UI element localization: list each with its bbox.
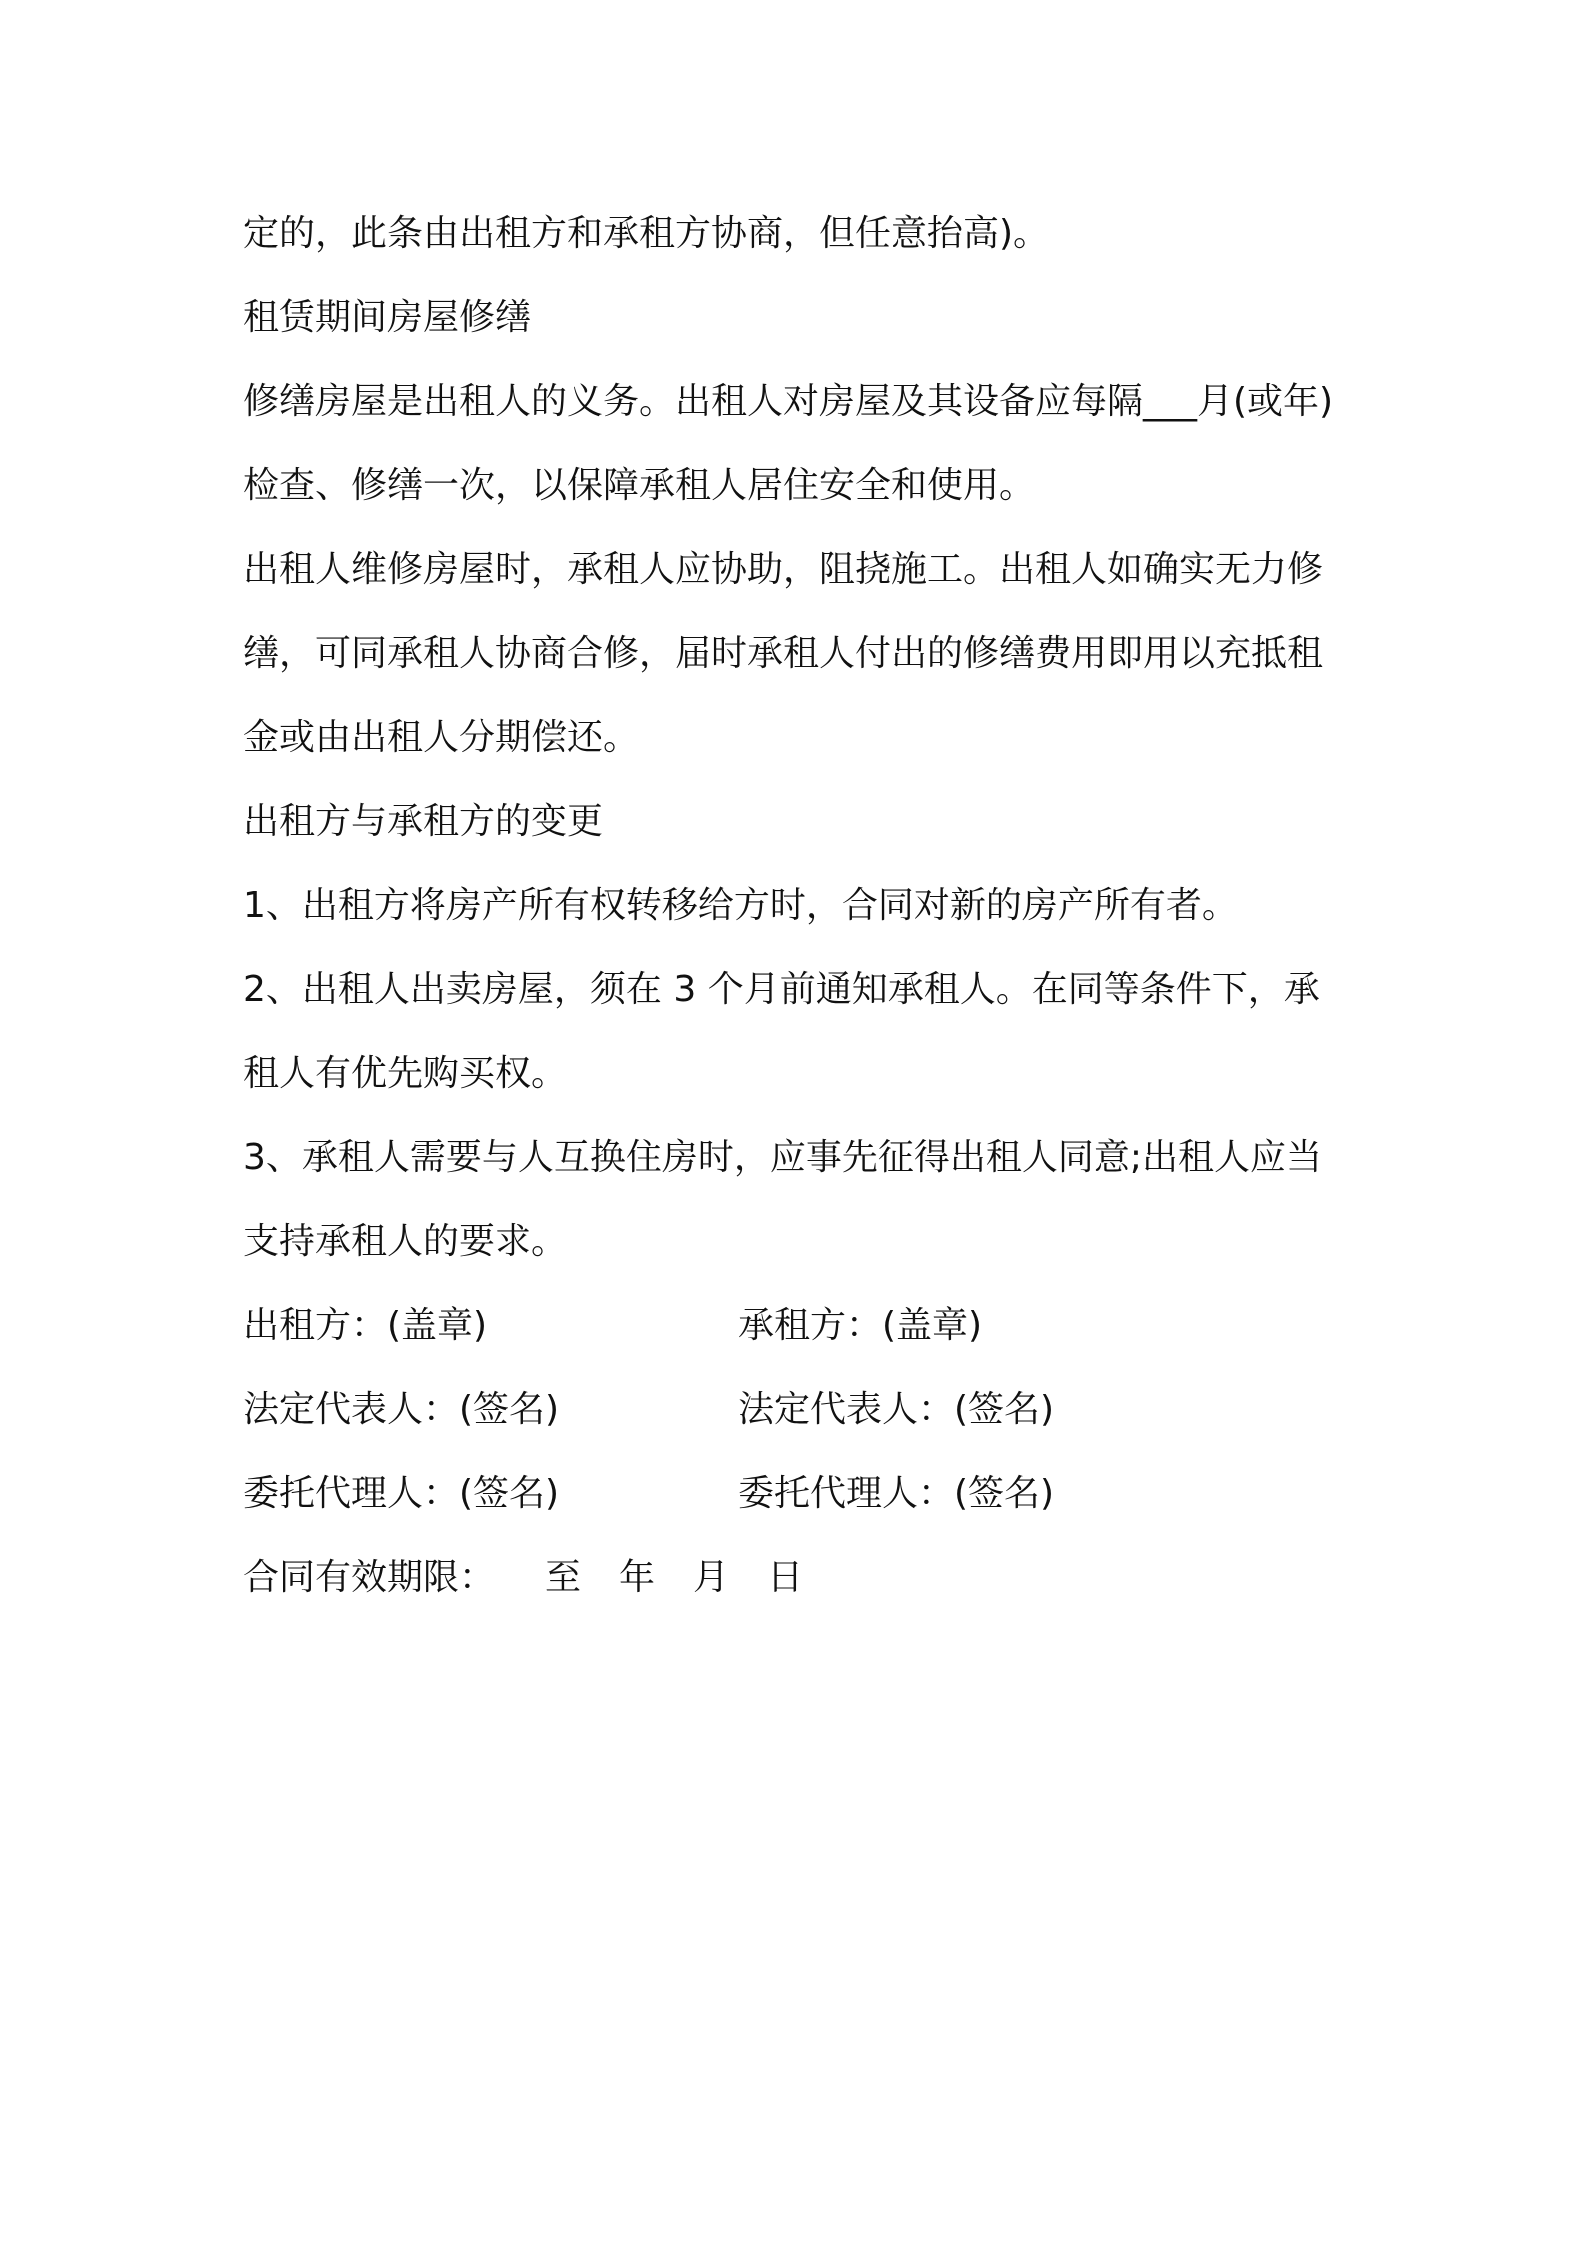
validity-to: 至	[545, 1557, 582, 1598]
document-page	[243, 192, 1353, 1620]
lessor-agent-label: 委托代理人：(签名)	[243, 1473, 560, 1514]
lessee-agent-label: 委托代理人：(签名)	[738, 1473, 1055, 1514]
signature-row-agent	[243, 1452, 1353, 1536]
clause-2: 2、出租人出卖房屋，须在 3 个月前通知承租人。在同等条件下，承租人有优先购买权。	[243, 969, 1320, 1094]
lessor-seal-label: 出租方：(盖章)	[243, 1305, 488, 1346]
validity-label: 合同有效期限：	[243, 1557, 496, 1598]
validity-day: 日	[767, 1557, 804, 1598]
lessee-seal-label: 承租方：(盖章)	[738, 1305, 983, 1346]
clause-3: 3、承租人需要与人互换住房时，应事先征得出租人同意;出租人应当支持承租人的要求。	[243, 1137, 1323, 1262]
clause-1: 1、出租方将房产所有权转移给方时，合同对新的房产所有者。	[243, 885, 1238, 926]
validity-year: 年	[619, 1557, 656, 1598]
paragraph-repair-cooperation: 出租人维修房屋时，承租人应协助，阻挠施工。出租人如确实无力修缮，可同承租人协商合修，届时承租人付出的修缮费用即用以充抵租金或由出租人分期偿还。	[243, 549, 1324, 758]
paragraph-rent-clause-end: 定的，此条由出租方和承租方协商，但任意抬高)。	[243, 213, 1050, 254]
lessor-legal-rep-label: 法定代表人：(签名)	[243, 1389, 560, 1430]
contract-validity-line	[243, 1536, 1353, 1620]
heading-party-change: 出租方与承租方的变更	[243, 801, 604, 842]
signature-row-legal-rep	[243, 1368, 1353, 1452]
heading-repairs: 租赁期间房屋修缮	[243, 297, 532, 338]
paragraph-repair-duty: 修缮房屋是出租人的义务。出租人对房屋及其设备应每隔___月(或年)检查、修缮一次，以保障承租人居住安全和使用。	[243, 381, 1334, 506]
signature-row-party	[243, 1284, 1353, 1368]
validity-month: 月	[693, 1557, 730, 1598]
lessee-legal-rep-label: 法定代表人：(签名)	[738, 1389, 1055, 1430]
